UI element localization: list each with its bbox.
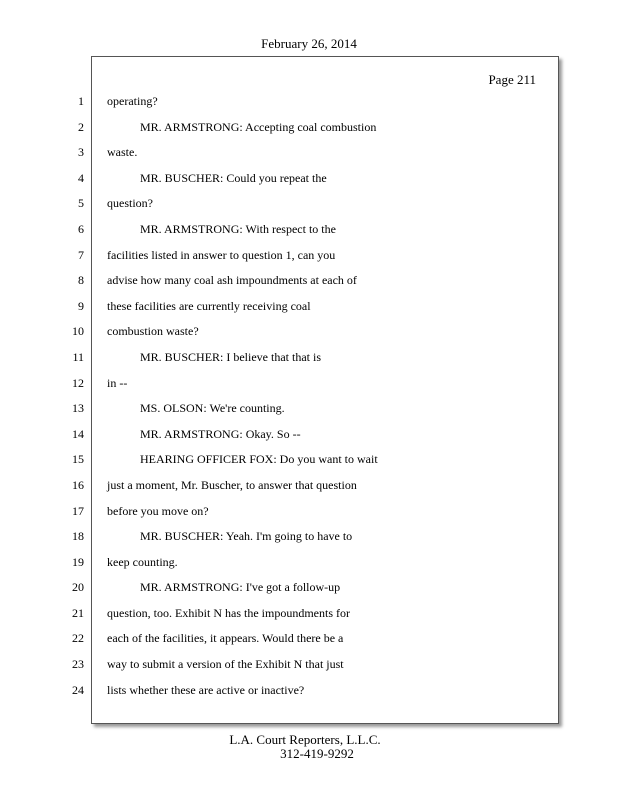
transcript-line: operating?	[107, 94, 158, 108]
line-number: 17	[72, 503, 84, 518]
transcript-line: just a moment, Mr. Buscher, to answer that question	[107, 477, 357, 492]
transcript-line: way to submit a version of the Exhibit N that just	[107, 657, 344, 672]
line-number: 8	[78, 273, 84, 288]
line-number: 22	[72, 631, 84, 646]
line-number: 2	[78, 119, 84, 134]
line-number: 3	[78, 145, 84, 160]
court-reporter-phone: 312-419-9292	[280, 746, 354, 761]
court-reporter-name: L.A. Court Reporters, L.L.C.	[229, 732, 381, 747]
transcript-line: before you move on?	[107, 503, 209, 518]
page-number: Page 211	[488, 72, 536, 87]
transcript-line: MR. ARMSTRONG: Accepting coal combustion	[140, 119, 377, 134]
transcript-line: MR. BUSCHER: Yeah. I'm going to have to	[140, 529, 353, 544]
transcript-line: facilities listed in answer to question 1, can you	[107, 247, 336, 262]
transcript-line: advise how many coal ash impoundments at each of	[107, 273, 357, 288]
transcript-line: MR. BUSCHER: I believe that that is	[140, 349, 321, 364]
line-number: 15	[72, 452, 84, 467]
transcript-line: waste.	[107, 145, 138, 160]
line-number: 19	[72, 554, 84, 569]
transcript-date: February 26, 2014	[261, 36, 357, 51]
transcript-line: these facilities are currently receiving coal	[107, 298, 311, 313]
transcript-line: lists whether these are active or inactive?	[107, 682, 305, 697]
transcript-line: MR. ARMSTRONG: I've got a follow-up	[140, 580, 341, 595]
line-number: 18	[72, 529, 84, 544]
line-number: 24	[72, 682, 84, 697]
transcript-line: keep counting.	[107, 554, 178, 569]
transcript-line: in --	[107, 375, 128, 390]
line-number: 13	[72, 401, 84, 416]
transcript-line: MR. BUSCHER: Could you repeat the	[140, 170, 327, 185]
transcript-line: question, too. Exhibit N has the impoundments for	[107, 605, 350, 620]
transcript-line: MR. ARMSTRONG: With respect to the	[140, 221, 336, 236]
line-number: 1	[78, 94, 84, 108]
line-number: 9	[78, 298, 84, 313]
transcript-line: each of the facilities, it appears. Would there be a	[107, 631, 344, 646]
transcript-body	[107, 92, 537, 706]
line-number: 23	[72, 657, 84, 672]
line-number: 14	[72, 426, 84, 441]
line-number: 11	[72, 349, 84, 364]
line-number: 5	[78, 196, 84, 211]
transcript-line: HEARING OFFICER FOX: Do you want to wait	[140, 452, 378, 467]
line-number: 20	[72, 580, 84, 595]
line-number: 16	[72, 477, 84, 492]
line-number: 12	[72, 375, 84, 390]
line-number-column	[0, 92, 84, 706]
line-number: 21	[72, 605, 84, 620]
transcript-line: MR. ARMSTRONG: Okay. So --	[140, 426, 301, 441]
line-number: 4	[78, 170, 84, 185]
transcript-line: combustion waste?	[107, 324, 199, 339]
footer	[0, 732, 618, 760]
line-number: 7	[78, 247, 84, 262]
line-number: 10	[72, 324, 84, 339]
transcript-line: MS. OLSON: We're counting.	[140, 401, 285, 416]
line-number: 6	[78, 221, 84, 236]
transcript-line: question?	[107, 196, 153, 211]
